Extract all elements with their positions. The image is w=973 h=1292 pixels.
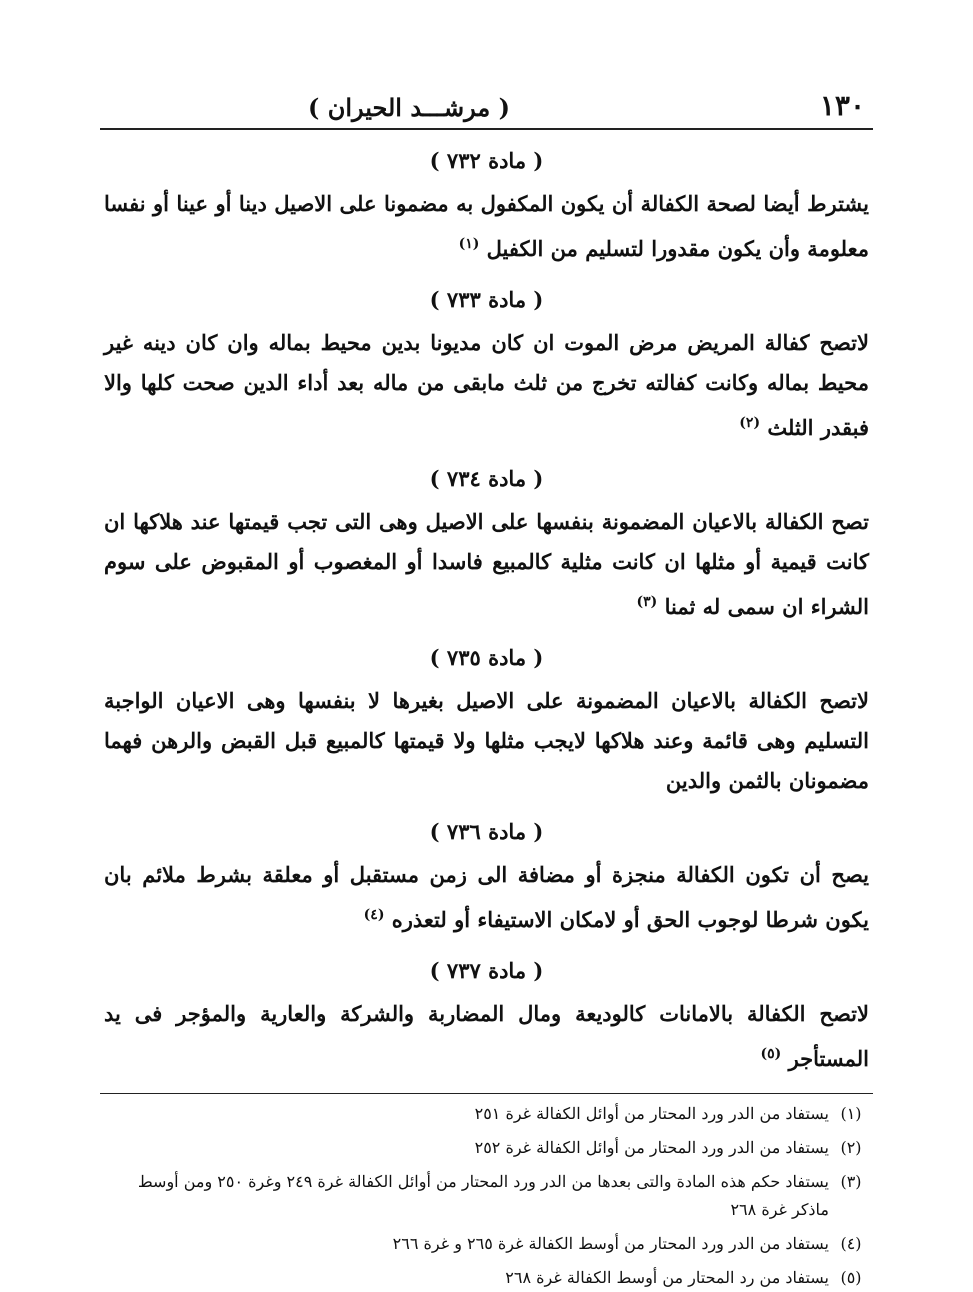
footnote-text: يستفاد من الدر ورد المحتار من أوائل الكفالة غرة ٢٥١ xyxy=(474,1104,829,1123)
article-text: تصح الكفالة بالاعيان المضمونة بنفسها على الاصيل وهى التى تجب قيمتها عند هلاكها ان كانت قيمية أو مثلها ان كانت مثلية كالمبيع فاسدا أو المغصوب أو المقبوض على سوم الشراء ان سمى له ثمنا xyxy=(104,509,869,619)
article-title: ( مادة ٧٣٢ ) xyxy=(429,148,544,173)
article-body xyxy=(100,855,873,940)
article-body xyxy=(100,184,873,269)
footnote-number: (١) xyxy=(840,1104,862,1123)
footnote xyxy=(100,1100,873,1128)
footnote-text: يستفاد من رد المحتار من أوسط الكفالة غرة ٢٦٨ xyxy=(505,1268,829,1287)
article-text: يصح أن تكون الكفالة منجزة أو مضافة الى زمن مستقبل أو معلقة بشرط ملائم بان يكون شرطا لوجوب الحق أو لامكان الاستيفاء أو لتعذره xyxy=(104,862,869,932)
footnote xyxy=(100,1230,873,1258)
article-body xyxy=(100,681,873,801)
footnote-ref: (١) xyxy=(458,236,480,252)
article-736 xyxy=(100,813,873,940)
article-text: يشترط أيضا لصحة الكفالة أن يكون المكفول به مضمونا على الاصيل دينا أو عينا أو نفسا معلومة وأن يكون مقدورا لتسليم من الكفيل xyxy=(104,191,869,261)
article-title: ( مادة ٧٣٤ ) xyxy=(429,466,544,491)
footnote-text: يستفاد من الدر ورد المحتار من أوائل الكفالة غرة ٢٥٢ xyxy=(474,1138,829,1157)
footnote-text: يستفاد حكم هذه المادة والتى بعدها من الدر ورد المحتار من أوائل الكفالة غرة ٢٤٩ وغرة ٢٥٠ ومن أوسط ماذكر غرة ٢٦٨ xyxy=(137,1172,829,1219)
footnote-ref: (٥) xyxy=(760,1046,782,1062)
running-title: ( مرشـــد الحيران ) xyxy=(308,93,510,122)
article-title: ( مادة ٧٣٧ ) xyxy=(429,958,544,983)
article-body xyxy=(100,994,873,1079)
page-number: ١٣٠ xyxy=(819,89,865,122)
article-title: ( مادة ٧٣٦ ) xyxy=(429,819,544,844)
footnote-number: (٣) xyxy=(840,1172,862,1191)
article-737 xyxy=(100,952,873,1079)
article-text: لاتصح الكفالة بالاعيان المضمونة على الاصيل بغيرها لا بنفسها وهى الاعيان الواجبة التسليم وهى قائمة وعند هلاكها لايجب مثلها ولا قيمتها كالمبيع قبل القبض والرهن فهما مضمونان بالثمن والدين xyxy=(104,688,869,793)
footnote xyxy=(100,1264,873,1292)
article-732 xyxy=(100,142,873,269)
footnote-number: (٤) xyxy=(840,1234,862,1253)
footnote-ref: (٤) xyxy=(363,907,385,923)
article-title: ( مادة ٧٣٥ ) xyxy=(429,645,544,670)
footnote-ref: (٢) xyxy=(739,415,761,431)
footnote-number: (٥) xyxy=(840,1268,862,1287)
article-text: لاتصح الكفالة بالامانات كالوديعة ومال المضاربة والشركة والعارية والمؤجر فى يد المستأجر xyxy=(104,1001,869,1071)
footnote-ref: (٣) xyxy=(636,594,658,610)
article-title: ( مادة ٧٣٣ ) xyxy=(429,287,544,312)
article-body xyxy=(100,502,873,627)
footnote-number: (٢) xyxy=(840,1138,862,1157)
footnote-text: يستفاد من الدر ورد المحتار من أوسط الكفالة غرة ٢٦٥ و غرة ٢٦٦ xyxy=(392,1234,829,1253)
article-body xyxy=(100,323,873,448)
footnotes xyxy=(100,1094,873,1292)
article-735 xyxy=(100,639,873,801)
footnote xyxy=(100,1168,873,1224)
footnote xyxy=(100,1134,873,1162)
article-733 xyxy=(100,281,873,448)
article-text: لاتصح كفالة المريض مرض الموت ان كان مديونا بدين محيط بماله وان كان دينه غير محيط بماله وكانت كفالته تخرج من ثلث مابقى من ماله بعد أداء الدين صحت كلها والا فبقدر الثلث xyxy=(104,330,869,440)
article-734 xyxy=(100,460,873,627)
page-header xyxy=(100,72,873,130)
